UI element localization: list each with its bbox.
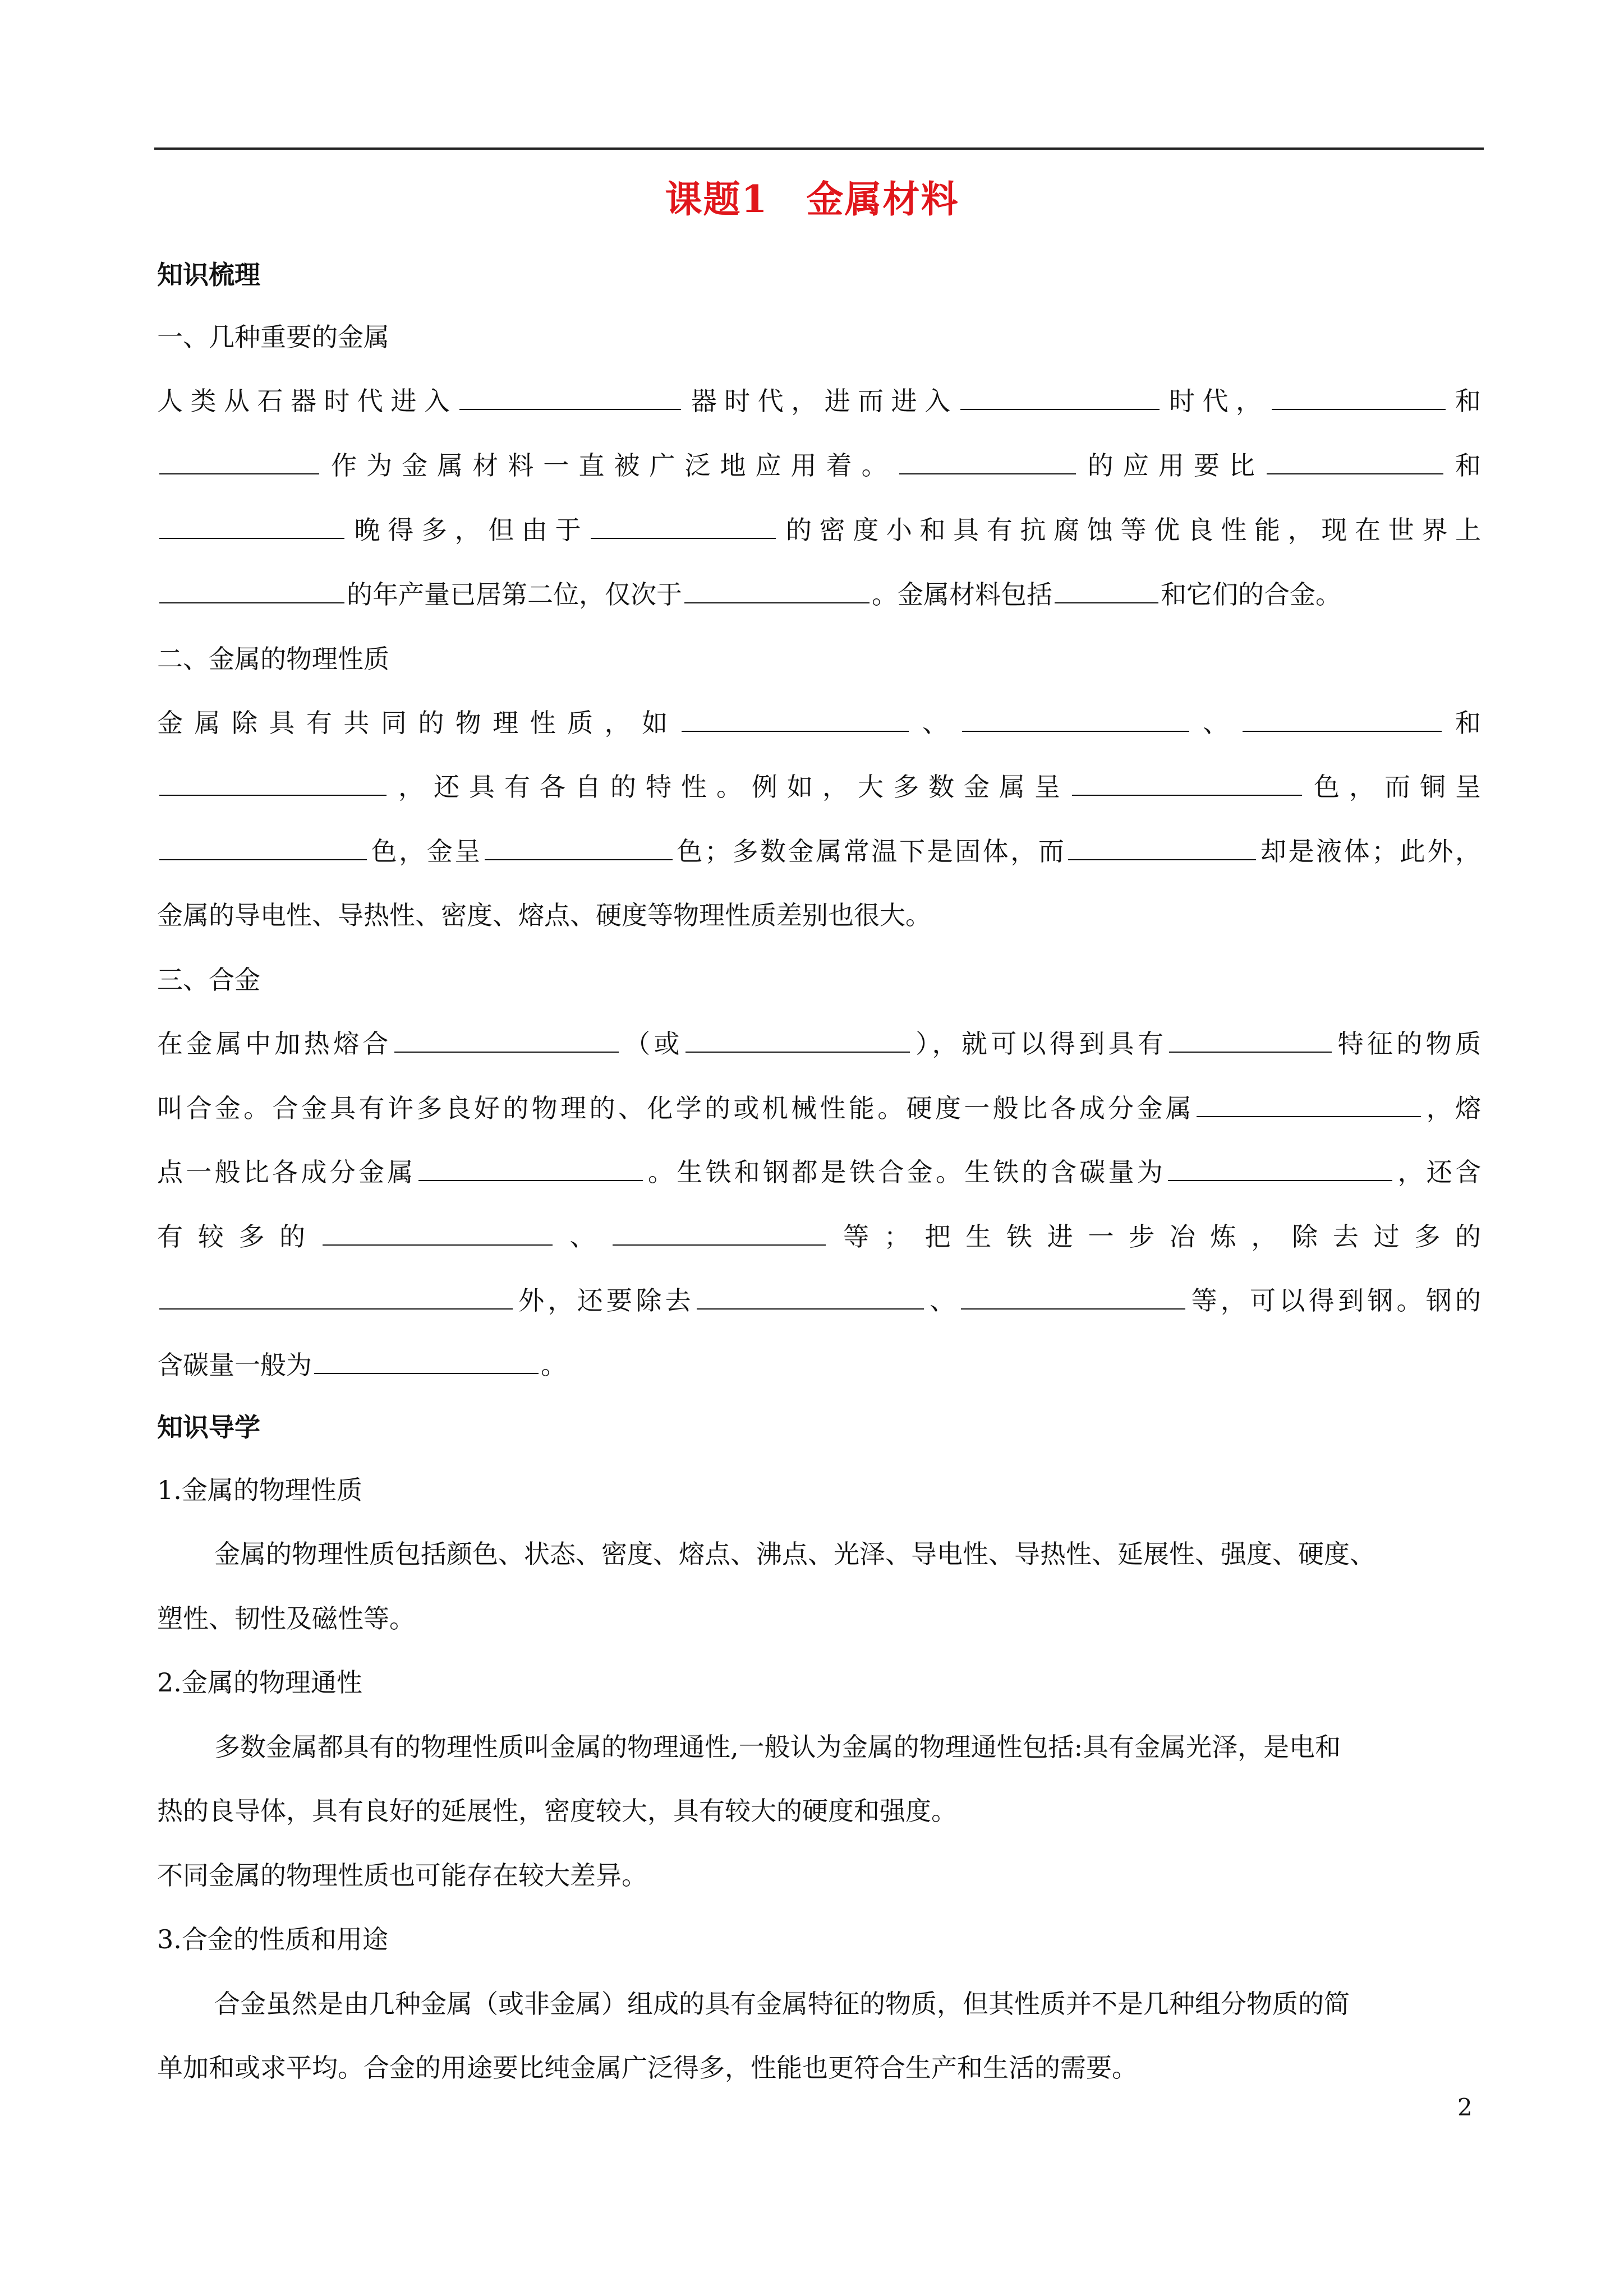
fill-blank[interactable] xyxy=(1055,578,1158,603)
fill-blank[interactable] xyxy=(418,1155,643,1181)
paragraph-line: 叫合金。合金具有许多良好的物理的、化学的或机械性能。硬度一般比各成分金属 ，熔 xyxy=(157,1089,1481,1128)
fill-blank[interactable] xyxy=(1272,384,1446,410)
fill-blank[interactable] xyxy=(960,384,1160,410)
fill-blank[interactable] xyxy=(961,1284,1185,1310)
section-heading-knowledge-guide: 知识导学 xyxy=(157,1412,260,1442)
fill-blank[interactable] xyxy=(899,449,1076,474)
fill-blank[interactable] xyxy=(1267,449,1443,474)
subheading-common-properties-2: 2.金属的物理通性 xyxy=(157,1667,362,1698)
paragraph-line: 作为金属材料一直被广泛地应用着。 的应用要比 和 xyxy=(157,446,1481,485)
paragraph-line: 金属的物理性质包括颜色、状态、密度、熔点、沸点、光泽、导电性、导热性、延展性、强度、硬度、 xyxy=(214,1539,1375,1569)
fill-blank[interactable] xyxy=(485,835,673,860)
page-number: 2 xyxy=(1457,2094,1473,2121)
fill-blank[interactable] xyxy=(1243,706,1442,732)
fill-blank[interactable] xyxy=(159,578,344,603)
fill-blank[interactable] xyxy=(1169,1027,1332,1053)
fill-blank[interactable] xyxy=(159,513,344,539)
fill-blank[interactable] xyxy=(1072,770,1302,796)
subheading-physical-properties-1: 1.金属的物理性质 xyxy=(157,1475,362,1505)
fill-blank[interactable] xyxy=(159,835,367,860)
fill-blank[interactable] xyxy=(1068,835,1256,860)
section-heading-knowledge-review: 知识梳理 xyxy=(157,260,260,290)
fill-blank[interactable] xyxy=(686,1027,910,1053)
paragraph-line: 外，还要除去 、 等，可以得到钢。钢的 xyxy=(157,1281,1481,1320)
paragraph-line: 热的良导体，具有良好的延展性，密度较大，具有较大的硬度和强度。 xyxy=(157,1796,957,1826)
fill-blank[interactable] xyxy=(1197,1091,1421,1117)
subheading-physical-properties: 二、金属的物理性质 xyxy=(157,644,389,674)
fill-blank[interactable] xyxy=(613,1220,826,1246)
header-rule xyxy=(154,147,1484,150)
paragraph-line: 金属除具有共同的物理性质，如 、 、 和 xyxy=(157,703,1481,743)
fill-blank[interactable] xyxy=(459,384,681,410)
subheading-alloys: 三、合金 xyxy=(157,965,260,995)
paragraph-line: 金属的导电性、导热性、密度、熔点、硬度等物理性质差别也很大。 xyxy=(157,900,931,930)
fill-blank[interactable] xyxy=(323,1220,553,1246)
paragraph-line: 晚得多，但由于 的密度小和具有抗腐蚀等优良性能，现在世界上 xyxy=(157,510,1481,550)
fill-blank[interactable] xyxy=(1168,1155,1392,1181)
fill-blank[interactable] xyxy=(159,449,319,474)
fill-blank[interactable] xyxy=(962,706,1189,732)
paragraph-line: 单加和或求平均。合金的用途要比纯金属广泛得多，性能也更符合生产和生活的需要。 xyxy=(157,2053,1138,2083)
fill-blank[interactable] xyxy=(394,1027,619,1053)
subheading-alloy-uses-3: 3.合金的性质和用途 xyxy=(157,1924,388,1954)
paragraph-line: 的年产量已居第二位，仅次于 。金属材料包括 和它们的合金。 xyxy=(157,575,1481,614)
subheading-important-metals: 一、几种重要的金属 xyxy=(157,322,389,352)
paragraph-line: 点一般比各成分金属 。生铁和钢都是铁合金。生铁的含碳量为 ，还含 xyxy=(157,1152,1481,1192)
fill-blank[interactable] xyxy=(159,1284,513,1310)
fill-blank[interactable] xyxy=(682,706,909,732)
paragraph-line: 多数金属都具有的物理性质叫金属的物理通性,一般认为金属的物理通性包括:具有金属光泽，是电和 xyxy=(214,1732,1341,1762)
paragraph-line: 不同金属的物理性质也可能存在较大差异。 xyxy=(157,1860,647,1891)
fill-blank[interactable] xyxy=(159,770,387,796)
fill-blank[interactable] xyxy=(697,1284,924,1310)
paragraph-line: 有较多的 、 等；把生铁进一步冶炼，除去过多的 xyxy=(157,1217,1481,1256)
paragraph-line: ，还具有各自的特性。例如，大多数金属呈 色，而铜呈 xyxy=(157,767,1481,806)
page-title: 课题1 金属材料 xyxy=(665,177,959,221)
paragraph-line: 塑性、韧性及磁性等。 xyxy=(157,1603,415,1634)
paragraph-line: 在金属中加热熔合 （或 ），就可以得到具有 特征的物质 xyxy=(157,1024,1481,1063)
paragraph-line: 含碳量一般为 。 xyxy=(157,1345,1481,1385)
paragraph-line: 合金虽然是由几种金属（或非金属）组成的具有金属特征的物质，但其性质并不是几种组分物质的简 xyxy=(214,1989,1350,2019)
paragraph-line: 色，金呈 色；多数金属常温下是固体，而 却是液体；此外， xyxy=(157,832,1481,871)
fill-blank[interactable] xyxy=(591,513,776,539)
paragraph-line: 人类从石器时代进入 器时代，进而进入 时代， 和 xyxy=(157,381,1481,421)
fill-blank[interactable] xyxy=(684,578,869,603)
fill-blank[interactable] xyxy=(314,1348,539,1374)
